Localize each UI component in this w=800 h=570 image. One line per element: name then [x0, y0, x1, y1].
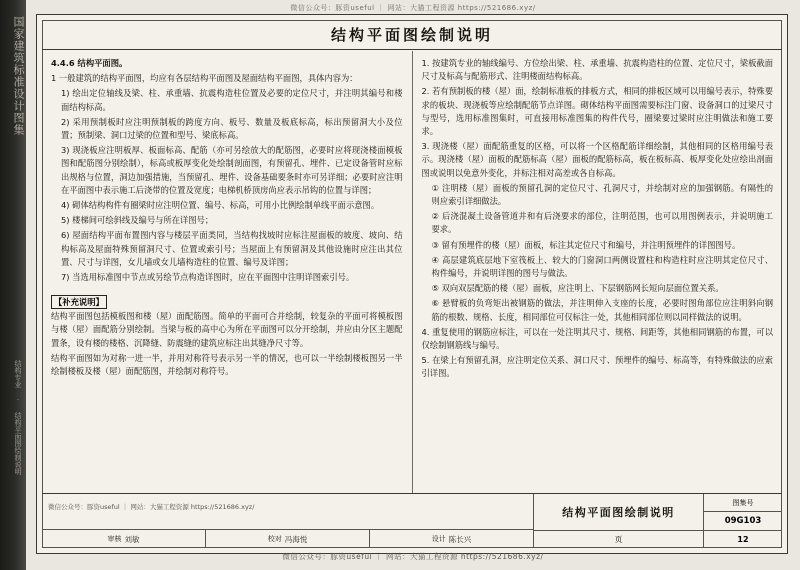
- paragraph: 结构平面图如为对称一进一半，并用对称符号表示另一半的情况，也可以一半绘制楼板图另一半绘制楼板及楼（屋）面配筋图，并绘制对称符号。: [51, 352, 403, 377]
- paragraph: 1 一般建筑的结构平面图，均应有各层结构平面图及屋面结构平面图，具体内容为：: [51, 73, 358, 84]
- paragraph: ② 后浇混凝土设备管道井和有后浇要求的部位，注明范围，也可以用图例表示，并说明施工要求。: [431, 211, 773, 235]
- signature-row: [42, 529, 533, 548]
- title-block-main-row: [534, 494, 782, 531]
- page-number: 12: [737, 535, 749, 544]
- paragraph: 6) 屋面结构平面布置图内容与楼层平面类同，当结构找坡时应标注屋面板的坡度、坡向、结构标高及屋面特殊预留洞尺寸、位置或索引号；当屋面上有预留洞及其他设施时应注出其位置、尺寸与详图，女儿墙或女儿墙构造柱的位置、编号及详图；: [61, 230, 403, 267]
- page-label: 页: [534, 531, 704, 548]
- drawing-sheet: [36, 14, 788, 554]
- spacer: [51, 286, 403, 290]
- signature-label: 审核: [107, 535, 122, 543]
- watermark-top: 微信公众号：豚资useful ｜ 网站：大猫工程资源 https://521686.xyz/: [290, 4, 536, 12]
- title-block-left: [42, 494, 534, 548]
- page-title: 结构平面图绘制说明: [330, 26, 493, 44]
- paragraph: 5. 在梁上有预留孔洞，应注明定位关系、洞口尺寸、预埋件的编号、标高等，有特殊做法的应索引详图。: [421, 355, 773, 379]
- paragraph: 3) 现浇板应注明板厚、板面标高、配筋（亦可另绘放大的配筋图，必要时应将现浇楼面模板图和配筋图分别绘制），标高或板厚变化处绘制剖面图，有预留孔、埋件、已定设备管时应标出规格与位置，洞边加强措施，当预留孔、埋件、设备基础要条时亦可另详细；必要时应注明在平面图中表示施工后浇带的位置及宽度；电梯机桥顶房尚应表示吊钩的位置与详图；: [61, 145, 403, 195]
- paragraph: 1) 绘出定位轴线及梁、柱、承重墙、抗震构造柱位置及必要的定位尺寸，并注明其编号和楼面结构标高。: [61, 88, 403, 112]
- sheet-title-bar: [42, 20, 782, 50]
- paragraph: 1. 按建筑专业的轴线编号、方位绘出梁、柱、承重墙、抗震构造柱的位置、定位尺寸，梁板截面尺寸及标高与配筋形式、注明楼面结构标高。: [421, 58, 773, 82]
- paragraph: ⑥ 悬臂板的负弯矩出被钢筋的做法，并注明伸入支座的长度，必要时图角部位应注明斜向钢筋的根数、规格、长度，相同部位可仅标注一处，其他相同部位则以同样做法的说明。: [431, 298, 773, 322]
- atlas-label: 图集号: [704, 494, 782, 512]
- title-block-right: [534, 494, 782, 548]
- signature-cell-design: [370, 530, 533, 548]
- brand-note: 微信公众号：豚资useful ｜ 网站：大猫工程资源 https://521686.xyz/: [48, 503, 255, 511]
- paragraph: 2) 采用预制板时应注明预制板的跨度方向、板号、数量及板底标高，标出预留洞大小及位置；预制梁、洞口过梁的位置和型号、梁底标高。: [61, 116, 403, 141]
- section-heading: [51, 57, 403, 70]
- signature-name: 陈长兴: [448, 534, 472, 544]
- spine-subtitle: 结构专业 · 结构平面图绘制说明: [14, 360, 22, 475]
- signature-cell-review: [42, 530, 206, 548]
- section-title: 结构平面图。: [77, 58, 128, 68]
- content-columns: [42, 51, 782, 493]
- paragraph: 4. 重复使用的钢筋应标注，可以在一处注明其尺寸、规格、间距等，其他相同钢筋的布置，可以仅绘制钢筋线与编号。: [421, 326, 773, 351]
- paragraph: ⑤ 双向双层配筋的楼（屋）面板，应注明上、下层钢筋网长短向层面位置关系。: [431, 283, 724, 294]
- title-block-page-row: [534, 531, 782, 548]
- atlas-number: 09G103: [724, 516, 762, 526]
- atlas-number-box: [704, 494, 782, 530]
- paragraph: 7) 当选用标准图中节点或另绘节点构造详图时，应在平面图中注明详图索引号。: [61, 272, 355, 283]
- paragraph: 4) 砌体结构构件有圈梁时应注明位置、编号、标高，可用小比例绘制单线平面示意图。: [61, 200, 380, 211]
- paragraph: 2. 若有预制板的楼（屋）面，绘制标准板的排板方式，相同的排板区域可以用编号表示，特殊要求的板块、现浇板等应绘制配筋节点详图。砌体结构平面图需要标注门窗、设备洞口的过梁尺寸与型号，选用标准图集时，可直接用标准图集的构件代号，圈梁要过梁时应注明做法和施工要求。: [421, 86, 773, 137]
- signature-name: 刘敏: [124, 534, 140, 544]
- paragraph: 5) 楼梯间可绘斜线及编号与所在详图号；: [61, 215, 214, 226]
- paragraph: ③ 留有预埋件的楼（屋）面板，标注其定位尺寸和编号，并注明预埋件的详图图号。: [431, 239, 741, 250]
- signature-name: 冯海悦: [284, 534, 308, 544]
- paragraph: 3. 现浇楼（屋）面配筋重复的区格，可以将一个区格配筋详细绘制，其他相同的区格用编号表示。现浇楼（屋）面板的配筋标高（屋）面板的配筋标高，板在板标高、板厚变化处应绘出剖面图或说明以免意外变化，并标注相对高差或各自标高。: [421, 141, 773, 178]
- paragraph: ① 注明楼（屋）面板的预留孔洞的定位尺寸、孔洞尺寸，并绘制对应的加强钢筋。有隔性的则应索引详细做法。: [431, 182, 773, 207]
- spine-title: 国家建筑标准设计图集: [12, 16, 25, 136]
- paragraph: ④ 高层建筑底层地下室筏板上、较大的门窗洞口两侧设置柱和构造柱时应注明其定位尺寸、构件编号，并说明详图的图号与做法。: [431, 254, 773, 279]
- supplement-label: 【补充说明】: [51, 295, 107, 309]
- signature-label: 设计: [431, 535, 446, 543]
- left-column: [42, 51, 413, 493]
- paragraph: 结构平面图包括模板图和楼（屋）面配筋图。简单的平面可合并绘制，较复杂的平面可将模板图与楼（屋）面配筋分别绘制。当梁与板的高中心为所在平面图可以分开绘制，并应由分区主题配置条，设有楼的楼格、沉降缝、防震缝的建筑应标注出其缝净尺寸等。: [51, 311, 403, 348]
- title-block: [42, 493, 782, 548]
- signature-cell-check: [206, 530, 370, 548]
- watermark-bottom: 微信公众号：豚资useful ｜ 网站：大猫工程资源 https://521686.xyz/: [282, 552, 544, 561]
- drawing-name: 结构平面图绘制说明: [534, 494, 704, 530]
- signature-label: 校对: [267, 535, 282, 543]
- section-number: 4.4.6: [51, 58, 75, 68]
- book-spine: [0, 0, 26, 570]
- right-column: [413, 51, 783, 493]
